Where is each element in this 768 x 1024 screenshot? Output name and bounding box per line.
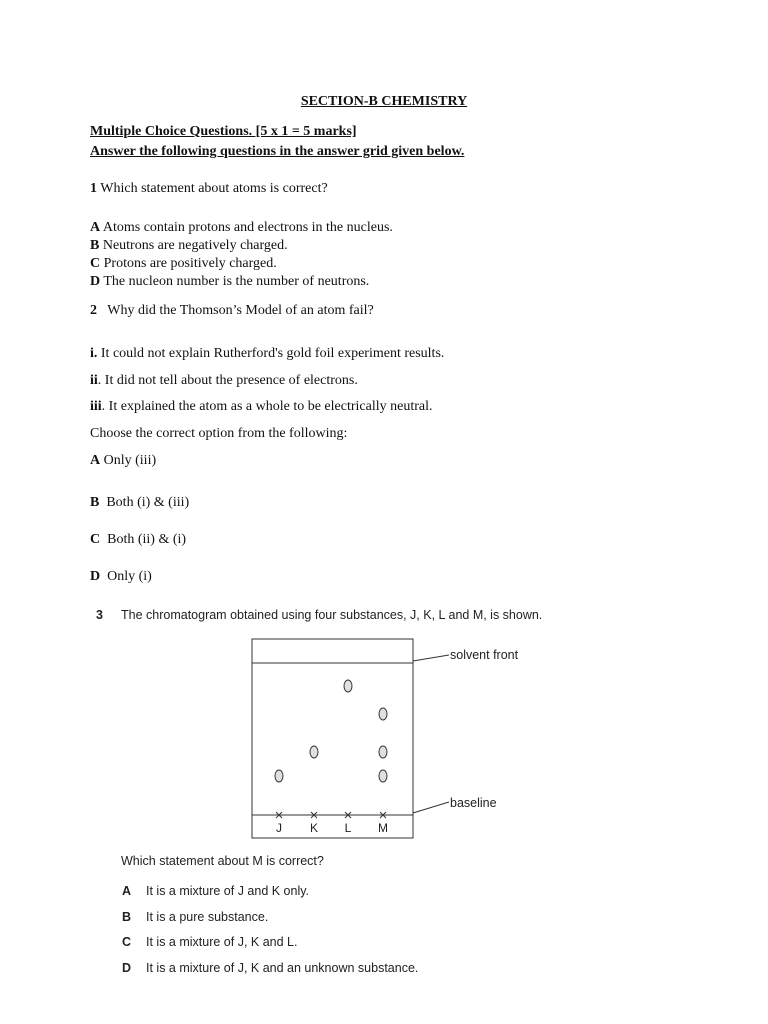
- q2-statement-i: [90, 346, 444, 362]
- mcq-heading: Multiple Choice Questions. [5 x 1 = 5 marks]: [90, 124, 357, 139]
- option-letter: A: [90, 453, 101, 468]
- baseline-leader: [413, 802, 449, 813]
- option-text: The nucleon number is the number of neutrons.: [103, 274, 370, 289]
- spot-j: [275, 770, 283, 782]
- option-letter: A: [90, 220, 101, 235]
- q3-option-a-text: It is a mixture of J and K only.: [146, 884, 310, 898]
- q3-option-c-letter: C: [122, 935, 132, 949]
- option-text: Only (iii): [103, 453, 157, 468]
- q1-option-c: [90, 256, 277, 272]
- q3-option-d-text: It is a mixture of J, K and an unknown substance.: [146, 961, 419, 975]
- option-letter: B: [90, 238, 100, 253]
- option-text: Both (i) & (iii): [106, 495, 190, 510]
- statement-text: . It did not tell about the presence of electrons.: [97, 373, 358, 388]
- q1-option-d: [90, 274, 369, 290]
- q3-option-a-letter: A: [122, 884, 132, 898]
- q3-text: The chromatogram obtained using four substances, J, K, L and M, is shown.: [121, 608, 543, 622]
- q1-option-a: [90, 220, 393, 236]
- question-text: Why did the Thomson’s Model of an atom fail?: [107, 303, 374, 318]
- option-letter: C: [90, 256, 101, 271]
- option-text: Neutrons are negatively charged.: [102, 238, 288, 253]
- question-1: [90, 181, 328, 197]
- spot-l: [344, 680, 352, 692]
- lane-label-k: K: [309, 821, 319, 835]
- q2-option-b: [90, 495, 189, 511]
- lane-label-l: L: [344, 821, 352, 835]
- option-text: Only (i): [107, 569, 152, 584]
- q3-option-b-letter: B: [122, 910, 132, 924]
- option-text: Protons are positively charged.: [103, 256, 277, 271]
- chromatogram-diagram: [240, 632, 540, 844]
- option-letter: B: [90, 495, 100, 510]
- question-number: 1: [90, 181, 97, 196]
- section-title: SECTION-B CHEMISTRY: [300, 94, 468, 109]
- q2-prompt: Choose the correct option from the following:: [90, 426, 348, 441]
- question-number: 2: [90, 303, 97, 318]
- q2-option-a: [90, 453, 156, 469]
- chromatography-paper: [252, 639, 413, 838]
- q1-option-b: [90, 238, 288, 254]
- solvent-front-label: solvent front: [450, 648, 519, 662]
- q3-number: 3: [96, 608, 103, 622]
- option-letter: D: [90, 274, 101, 289]
- option-text: Atoms contain protons and electrons in the nucleus.: [102, 220, 393, 235]
- baseline-label: baseline: [450, 796, 497, 810]
- lane-label-j: J: [276, 821, 282, 835]
- spot-k: [310, 746, 318, 758]
- q2-statement-iii: [90, 399, 432, 415]
- option-letter: C: [90, 532, 101, 547]
- option-text: Both (ii) & (i): [107, 532, 187, 547]
- spot-m-middle: [379, 746, 387, 758]
- question-2: [90, 303, 374, 319]
- statement-label: ii: [90, 373, 98, 388]
- option-letter: D: [90, 569, 101, 584]
- statement-text: It could not explain Rutherford's gold foil experiment results.: [100, 346, 445, 361]
- solvent-front-leader: [413, 655, 449, 661]
- lane-label-m: M: [378, 821, 388, 835]
- q3-option-b-text: It is a pure substance.: [146, 910, 269, 924]
- q2-statement-ii: [90, 373, 358, 389]
- statement-text: . It explained the atom as a whole to be electrically neutral.: [101, 399, 433, 414]
- spot-m-bottom: [379, 770, 387, 782]
- question-text: Which statement about atoms is correct?: [100, 181, 328, 196]
- spot-m-top: [379, 708, 387, 720]
- statement-label: iii: [90, 399, 102, 414]
- q3-option-d-letter: D: [122, 961, 132, 975]
- statement-label: i.: [90, 346, 98, 361]
- q3-option-c-text: It is a mixture of J, K and L.: [146, 935, 298, 949]
- instruction: Answer the following questions in the answer grid given below.: [90, 144, 465, 159]
- q2-option-d: [90, 569, 152, 585]
- q2-option-c: [90, 532, 186, 548]
- q3-question: Which statement about M is correct?: [121, 854, 324, 868]
